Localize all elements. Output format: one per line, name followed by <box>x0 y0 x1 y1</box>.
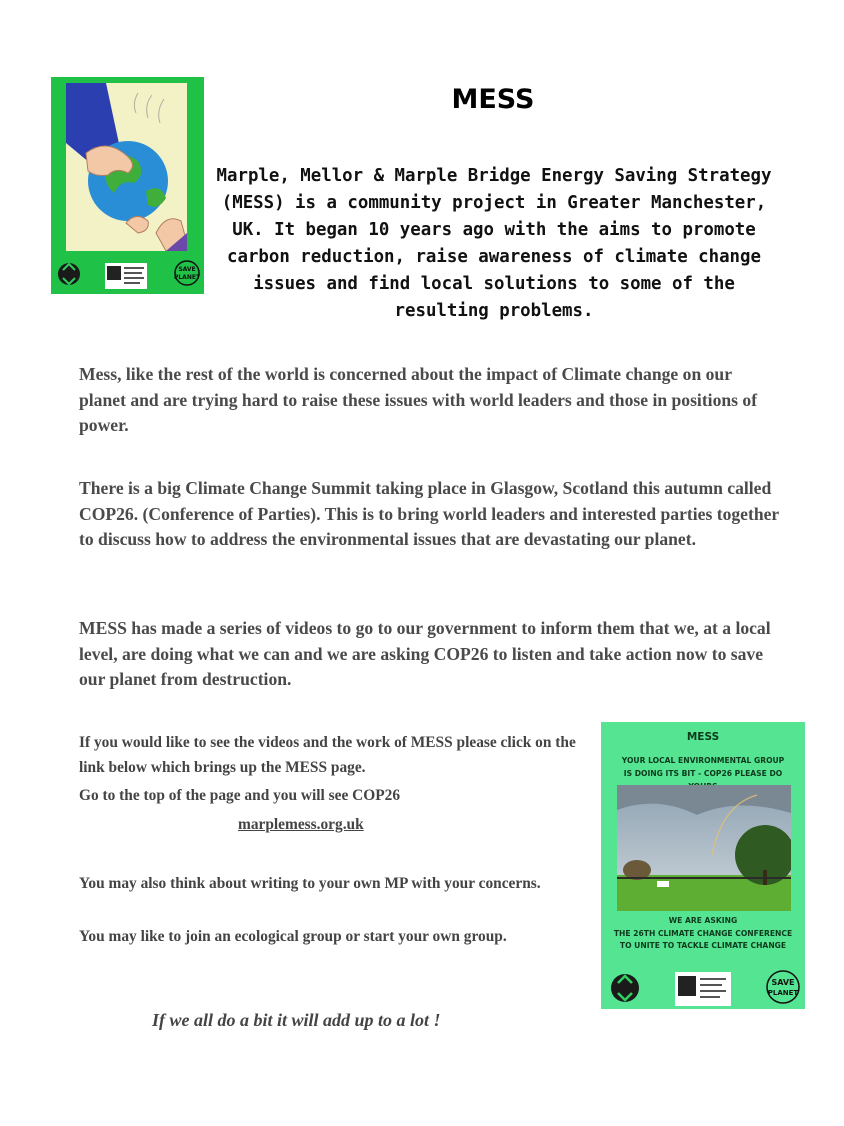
poster-illustration <box>51 77 204 294</box>
paragraph-videos: MESS has made a series of videos to go to our government to inform them that we, at a local level, are doing what we can and we are asking COP26 to listen and take action now to save our planet from destruction. <box>79 618 771 689</box>
svg-text:PLANET: PLANET <box>173 274 201 281</box>
top-of-page-text: Go to the top of the page and you will see COP26 <box>79 787 401 804</box>
videos-instruction-text: If you would like to see the videos and the work of MESS please click on the link below which brings up the MESS page. <box>79 734 576 776</box>
poster-caption: WE ARE ASKING THE 26TH CLIMATE CHANGE CONFERENCE TO UNITE TO TACKLE CLIMATE CHANGE <box>613 916 793 950</box>
park-photo <box>617 785 791 911</box>
hands-holding-earth-drawing <box>66 83 187 251</box>
svg-text:SAVE: SAVE <box>771 978 795 987</box>
poster-title: MESS <box>686 731 720 743</box>
paragraph-concern: Mess, like the rest of the world is concerned about the impact of Climate change on our planet and are trying hard to raise these issues with world leaders and those in positions of power. <box>79 364 758 435</box>
page-title: MESS <box>451 84 535 115</box>
save-planet-badge-icon <box>767 971 799 1003</box>
cop26-poster <box>601 722 805 1009</box>
save-planet-badge-icon <box>174 261 201 285</box>
mp-text: You may also think about writing to your own MP with your concerns. <box>79 875 541 892</box>
svg-text:SAVE: SAVE <box>178 266 196 273</box>
svg-text:PLANET: PLANET <box>767 989 799 997</box>
poster-subtitle: YOUR LOCAL ENVIRONMENTAL GROUP IS DOING ITS BIT - COP26 PLEASE DO <box>621 756 785 778</box>
closing-text: If we all do a bit it will add up to a lot ! <box>152 1010 441 1030</box>
mess-logo-icon <box>105 263 147 289</box>
mess-logo-icon <box>675 972 731 1006</box>
mess-website-link[interactable]: marplemess.org.uk <box>238 816 364 833</box>
group-text: You may like to join an ecological group or start your own group. <box>79 928 507 945</box>
poster-footer <box>51 255 204 294</box>
recycle-earth-icon <box>58 263 80 285</box>
intro-text: Marple, Mellor & Marple Bridge Energy Saving Strategy (MESS) is a community project in Greater Manchester, UK. It began 10 years ago with the aims to promote carbon reduction, raise awareness of climate change issues and find local solutions to some of the resulting problems. <box>216 166 772 321</box>
paragraph-cop26: There is a big Climate Change Summit taking place in Glasgow, Scotland this autumn called COP26. (Conference of Parties). This is to bring world leaders and interested parties together to discuss how to address the environmental issues that are devastating our planet. <box>79 478 779 549</box>
poster-footer <box>601 966 805 1009</box>
recycle-earth-icon <box>611 974 639 1002</box>
